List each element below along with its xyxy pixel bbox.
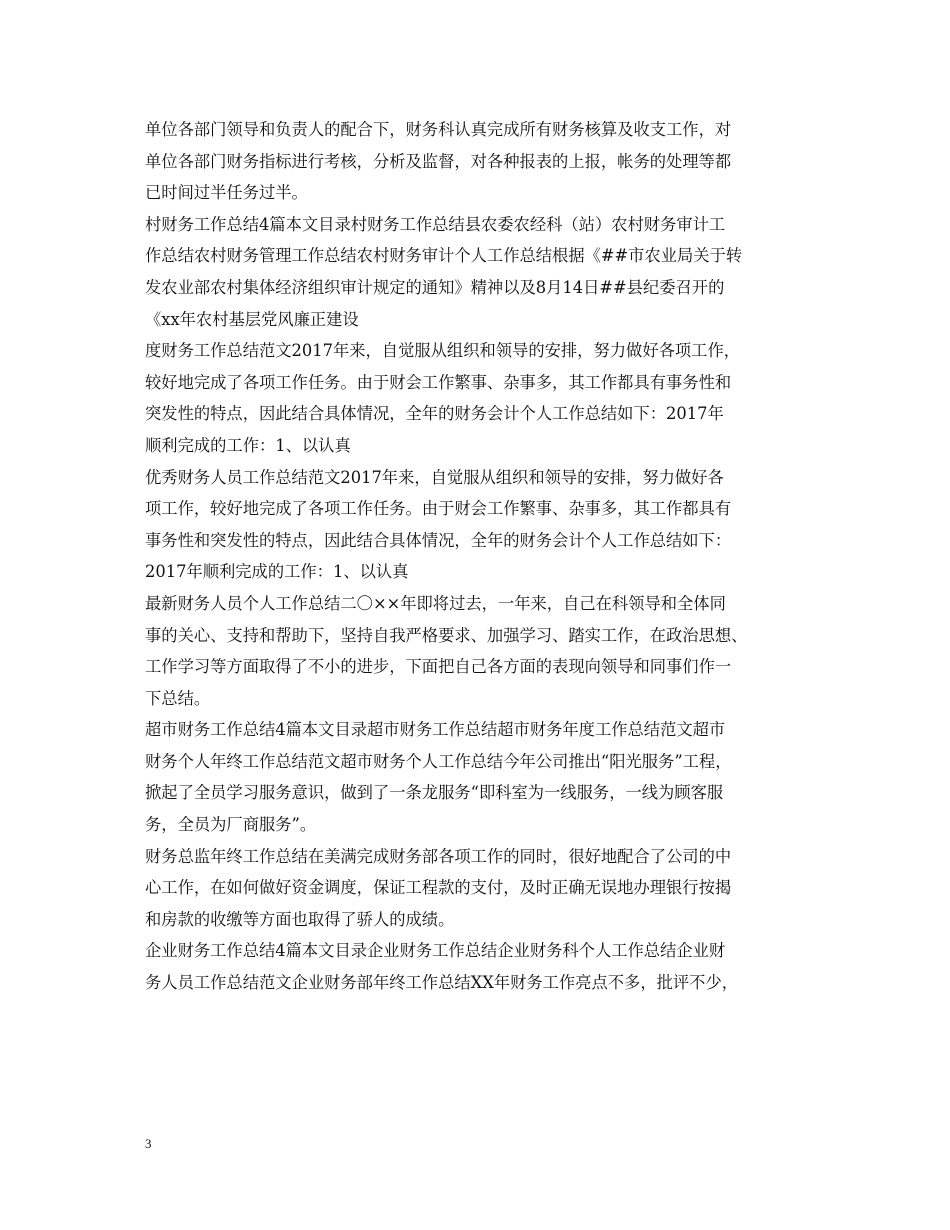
paragraph-2 — [145, 209, 825, 335]
text-line: 单位各部门领导和负责人的配合下，财务科认真完成所有财务核算及收支工作，对 — [145, 120, 732, 139]
text-line: 作总结农村财务管理工作总结农村财务审计个人工作总结根据《##市农业局关于转 — [145, 246, 743, 266]
text-line: 顺利完成的工作：1、以认真 — [145, 435, 351, 455]
paragraph-7 — [145, 841, 825, 936]
text-line: 务人员工作总结范文企业财务部年终工作总结XX年财务工作亮点不多，批评不少， — [145, 973, 739, 993]
text-line: 度财务工作总结范文2017年来，自觉服从组织和领导的安排，努力做好各项工作， — [145, 341, 741, 361]
text-line: 村财务工作总结4篇本文目录村财务工作总结县农委农经科（站）农村财务审计工 — [145, 214, 726, 234]
text-line: 已时间过半任务过半。 — [145, 183, 308, 203]
text-line: 优秀财务人员工作总结范文2017年来，自觉服从组织和领导的安排，努力做好各 — [145, 467, 724, 487]
text-line: 项工作，较好地完成了各项工作任务。由于财会工作繁事、杂事多，其工作都具有 — [145, 499, 732, 519]
paragraph-5 — [145, 588, 825, 714]
text-line: 务，全员为厂商服务”。 — [145, 815, 317, 835]
text-line: 2017年顺利完成的工作：1、以认真 — [145, 562, 409, 582]
text-line: 财务个人年终工作总结范文超市财务个人工作总结今年公司推出“阳光服务”工程， — [145, 751, 732, 771]
paragraph-4 — [145, 462, 825, 588]
text-line: 事务性和突发性的特点，因此结合具体情况，全年的财务会计个人工作总结如下： — [145, 530, 732, 550]
text-line: 下总结。 — [145, 688, 211, 708]
text-line: 《xx年农村基层党风廉正建设 — [145, 309, 359, 329]
text-line: 最新财务人员个人工作总结二〇××年即将过去，一年来，自己在科领导和全体同 — [145, 593, 726, 613]
text-line: 掀起了全员学习服务意识，做到了一条龙服务“即科室为一线服务，一线为顾客服 — [145, 783, 724, 803]
text-line: 企业财务工作总结4篇本文目录企业财务工作总结企业财务科个人工作总结企业财 — [145, 941, 726, 961]
document-body — [145, 114, 825, 999]
paragraph-1 — [145, 114, 825, 209]
text-line: 工作学习等方面取得了不小的进步，下面把自己各方面的表现向领导和同事们作一 — [145, 657, 732, 677]
paragraph-3 — [145, 335, 825, 461]
text-line: 事的关心、支持和帮助下，坚持自我严格要求、加强学习、踏实工作，在政治思想、 — [145, 625, 748, 645]
paragraph-6 — [145, 714, 825, 840]
text-line: 财务总监年终工作总结在美满完成财务部各项工作的同时，很好地配合了公司的中 — [145, 846, 732, 866]
text-line: 突发性的特点，因此结合具体情况，全年的财务会计个人工作总结如下：2017年 — [145, 404, 724, 424]
text-line: 心工作，在如何做好资金调度，保证工程款的支付，及时正确无误地办理银行按揭 — [145, 878, 732, 898]
paragraph-8 — [145, 935, 825, 998]
page-number: 3 — [145, 1136, 152, 1151]
text-line: 较好地完成了各项工作任务。由于财会工作繁事、杂事多，其工作都具有事务性和 — [145, 372, 732, 392]
text-line: 和房款的收缴等方面也取得了骄人的成绩。 — [145, 909, 455, 929]
text-line: 单位各部门财务指标进行考核，分析及监督，对各种报表的上报，帐务的处理等都 — [145, 151, 732, 171]
text-line: 超市财务工作总结4篇本文目录超市财务工作总结超市财务年度工作总结范文超市 — [145, 720, 726, 740]
text-line: 发农业部农村集体经济组织审计规定的通知》精神以及8月14日##县纪委召开的 — [145, 277, 725, 297]
